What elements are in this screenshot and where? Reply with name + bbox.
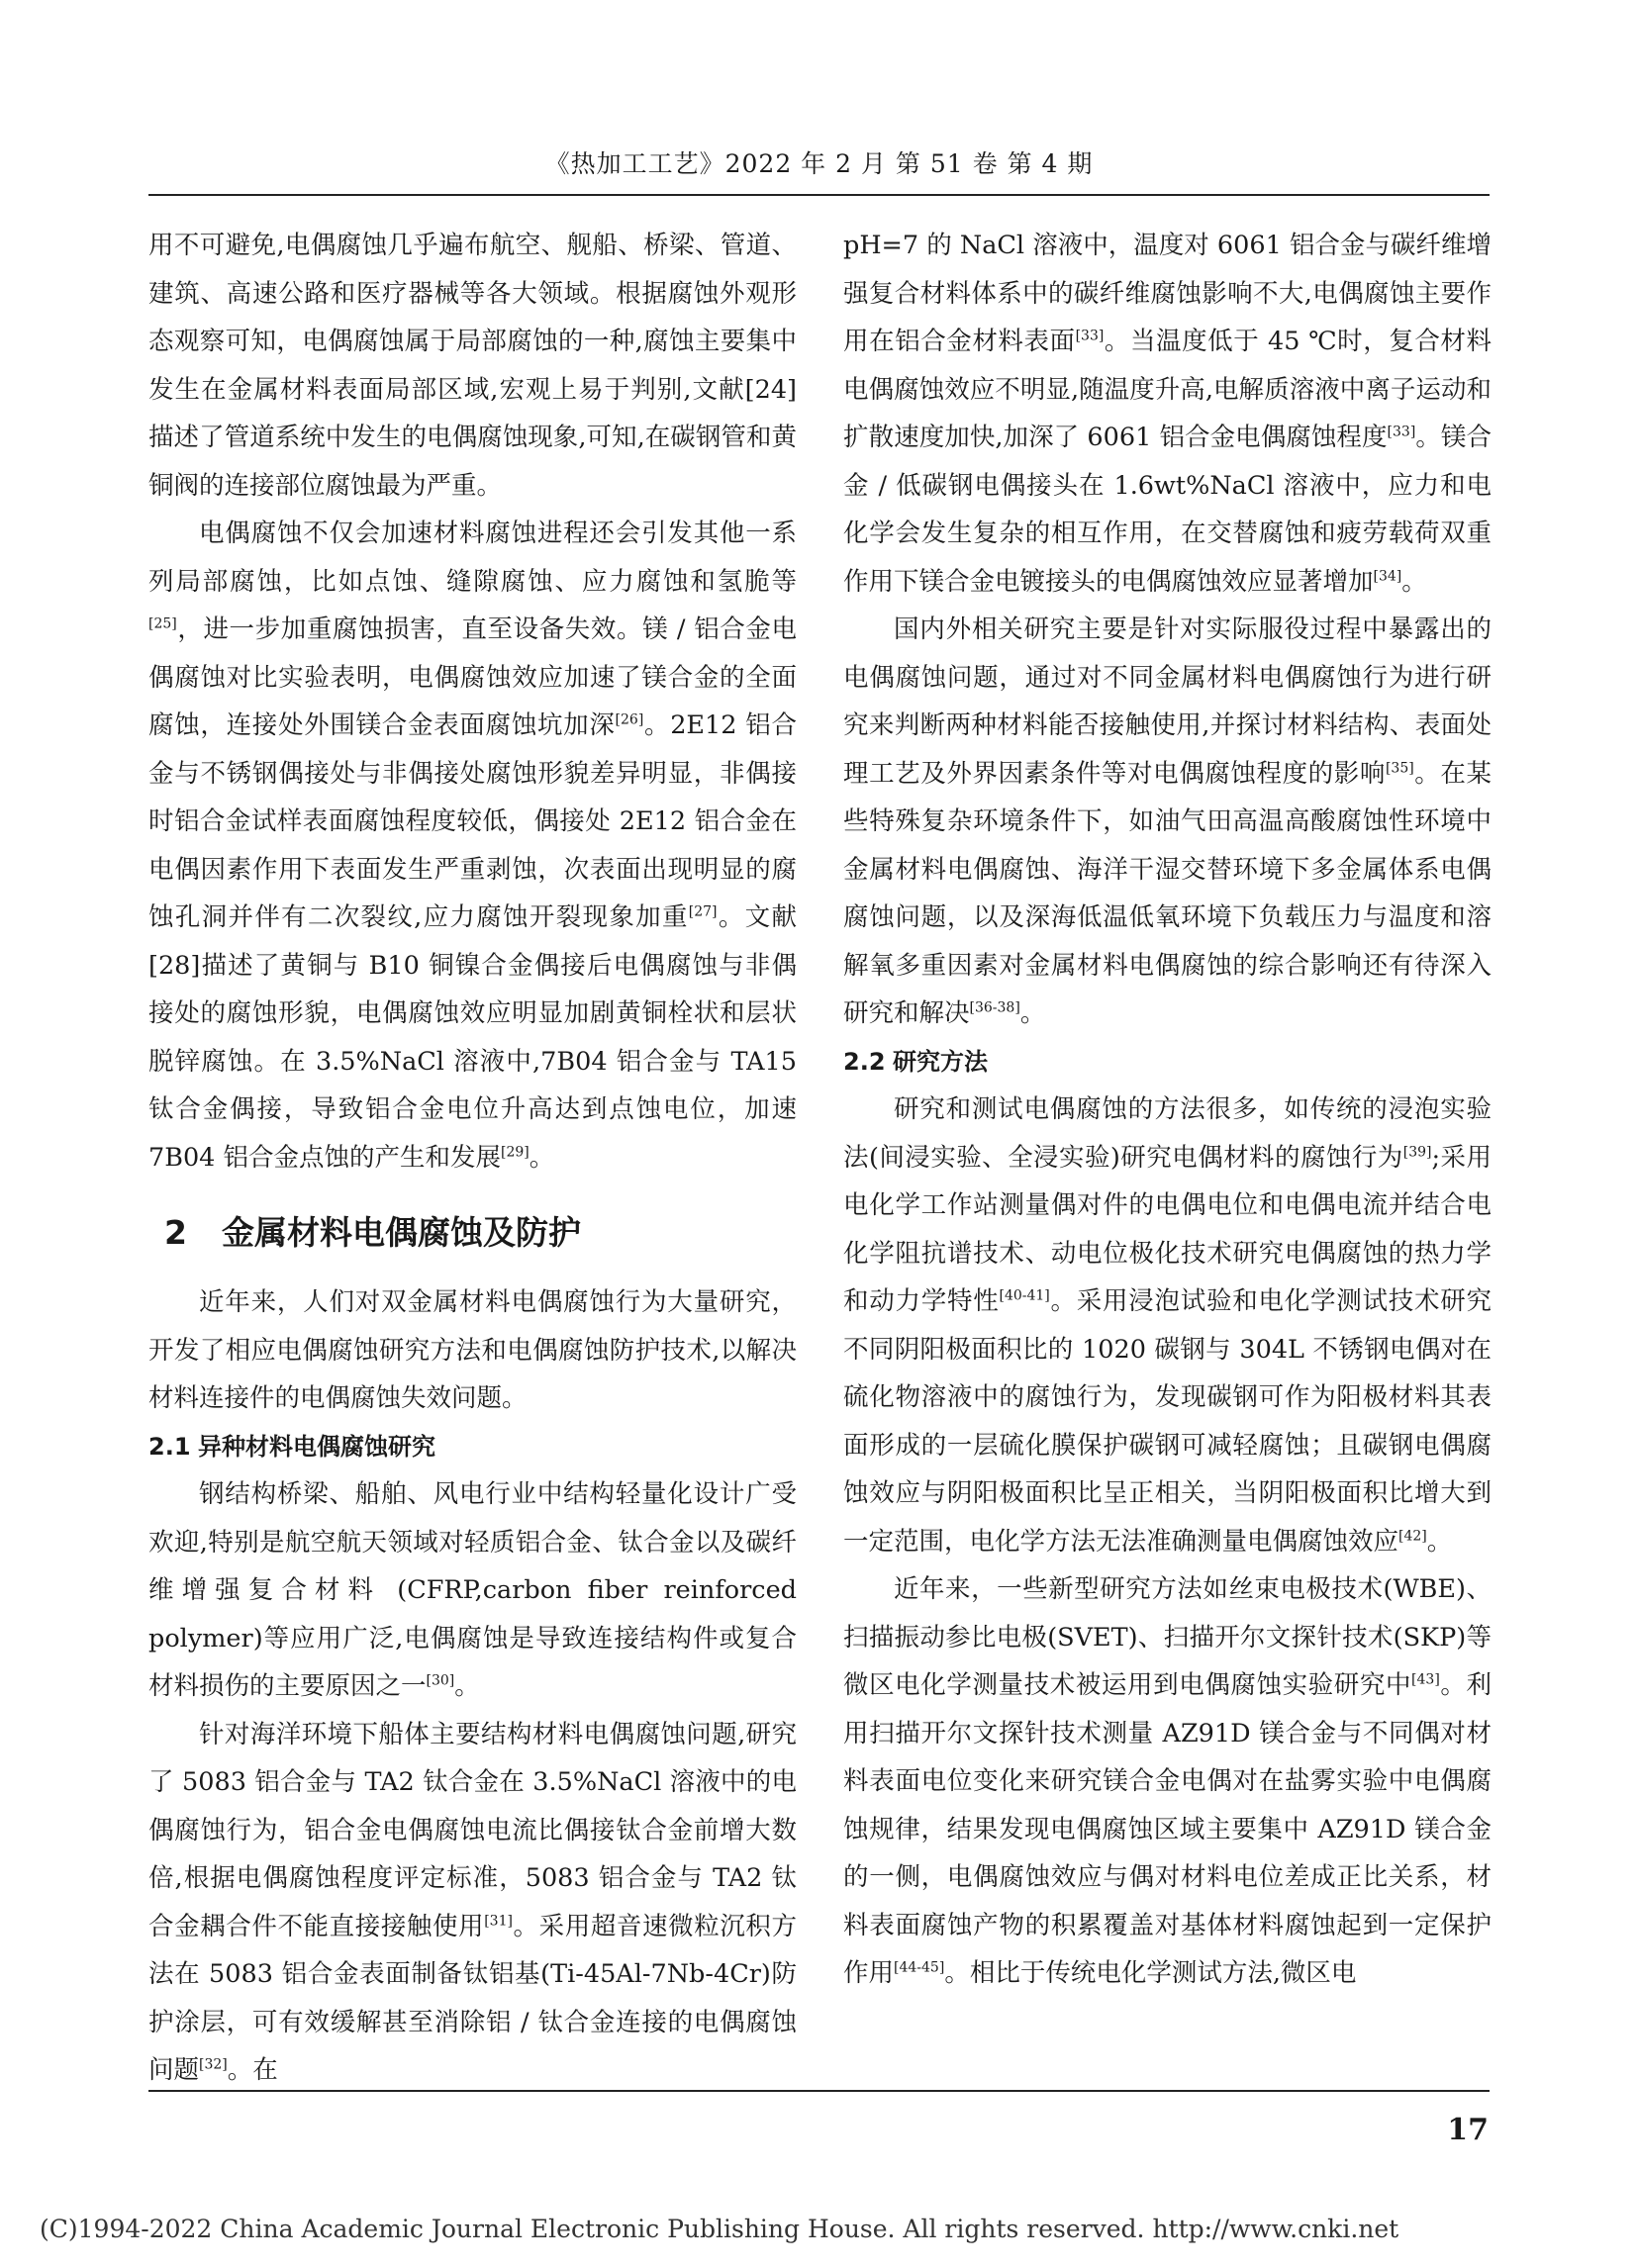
text-run: 。在 [227, 2055, 278, 2085]
text-run: 。在某些特殊复杂环境条件下，如油气田高温高酸腐蚀性环境中金属材料电偶腐蚀、海洋干湿交替环境下多金属体系电偶腐蚀问题，以及深海低温低氧环境下负载压力与温度和溶解氧多重因素对金属材料电偶腐蚀的综合影响还有待深入研究和解决 [843, 758, 1492, 1028]
citation: [31] [484, 1913, 513, 1929]
section-title: 金属材料电偶腐蚀及防护 [222, 1213, 581, 1252]
paragraph [148, 1711, 797, 2095]
text-run: 。镁合金 / 低碳钢电偶接头在 1.6wt%NaCl 溶液中，应力和电化学会发生复杂的相互作用，在交替腐蚀和疲劳载荷双重作用下镁合金电镀接头的电偶腐蚀效应显著增加 [843, 423, 1492, 597]
subsection-number: 2.1 [148, 1432, 191, 1461]
citation: [32] [199, 2056, 228, 2073]
paragraph: 用不可避免,电偶腐蚀几乎遍布航空、舰船、桥梁、管道、建筑、高速公路和医疗器械等各大领域。根据腐蚀外观形态观察可知，电偶腐蚀属于局部腐蚀的一种,腐蚀主要集中发生在金属材料表面局部区域,宏观上易于判别,文献[24]描述了管道系统中发生的电偶腐蚀现象,可知,在碳钢管和黄铜阀的连接部位腐蚀最为严重。 [148, 231, 797, 501]
citation: [33] [1075, 328, 1105, 344]
citation: [26] [615, 711, 644, 728]
right-column [843, 222, 1492, 1998]
header-rule [148, 194, 1490, 196]
paragraph: 近年来，人们对双金属材料电偶腐蚀行为大量研究，开发了相应电偶腐蚀研究方法和电偶腐蚀防护技术,以解决材料连接件的电偶腐蚀失效问题。 [148, 1287, 797, 1413]
section-heading [148, 1203, 797, 1263]
citation: [30] [426, 1672, 455, 1689]
citation: [44-45] [894, 1959, 945, 1976]
paragraph [148, 1470, 797, 1711]
citation: [40-41] [999, 1287, 1050, 1304]
text-run: 。 [1426, 1526, 1453, 1557]
citation: [35] [1385, 760, 1414, 776]
text-run: 近年来，一些新型研究方法如丝束电极技术(WBE)、扫描振动参比电极(SVET)、扫描开尔文探针技术(SKP)等微区电化学测量技术被运用到电偶腐蚀实验研究中 [843, 1574, 1492, 1700]
paragraph [148, 510, 797, 1181]
paragraph [843, 1086, 1492, 1565]
text-run: ，进一步加重腐蚀损害，直至设备失效。镁 / 铝合金电偶腐蚀对比实验表明，电偶腐蚀效应加速了镁合金的全面腐蚀，连接处外围镁合金表面腐蚀坑加深 [148, 614, 797, 740]
citation: [39] [1402, 1144, 1432, 1160]
page-number: 17 [1447, 2113, 1489, 2147]
citation: [29] [501, 1144, 530, 1160]
text-run: 。采用浸泡试验和电化学测试技术研究不同阴阳极面积比的 1020 碳钢与 304L 不锈钢电偶对在硫化物溶液中的腐蚀行为，发现碳钢可作为阳极材料其表面形成的一层硫化膜保护碳钢可减轻腐蚀；且碳钢电偶腐蚀效应与阴阳极面积比呈正相关，当阴阳极面积比增大到一定范围，电化学方法无法准确测量电偶腐蚀效应 [843, 1286, 1492, 1557]
subsection-heading [843, 1038, 1492, 1087]
citation: [36-38] [969, 999, 1020, 1016]
subsection-number: 2.2 [843, 1047, 886, 1076]
paragraph [843, 222, 1492, 606]
citation: [25] [148, 615, 177, 632]
text-run: 。 [454, 1671, 480, 1701]
text-run: 。文献[28]描述了黄铜与 B10 铜镍合金偶接后电偶腐蚀与非偶接处的腐蚀形貌，电偶腐蚀效应明显加剧黄铜栓状和层状脱锌腐蚀。在 3.5%NaCl 溶液中,7B04 铝合金与 TA15 钛合金偶接，导致铝合金电位升高达到点蚀电位，加速 7B04 铝合金点蚀的产生和发展 [148, 902, 797, 1173]
text-run: 国内外相关研究主要是针对实际服役过程中暴露出的电偶腐蚀问题，通过对不同金属材料电偶腐蚀行为进行研究来判断两种材料能否接触使用,并探讨材料结构、表面处理工艺及外界因素条件等对电偶腐蚀程度的影响 [843, 614, 1492, 789]
text-run: 。2E12 铝合金与不锈钢偶接处与非偶接处腐蚀形貌差异明显，非偶接时铝合金试样表面腐蚀程度较低，偶接处 2E12 铝合金在电偶因素作用下表面发生严重剥蚀，次表面出现明显的腐蚀孔洞并伴有二次裂纹,应力腐蚀开裂现象加重 [148, 710, 797, 932]
text-run: 。当温度低于 45 ℃时，复合材料电偶腐蚀效应不明显,随温度升高,电解质溶液中离子运动和扩散速度加快,加深了 6061 铝合金电偶腐蚀程度 [843, 327, 1492, 452]
text-run: 。 [529, 1142, 555, 1173]
text-run: 。利用扫描开尔文探针技术测量 AZ91D 镁合金与不同偶对材料表面电位变化来研究镁合金电偶对在盐雾实验中电偶腐蚀规律，结果发现电偶腐蚀区域主要集中 AZ91D 镁合金的一侧，电偶腐蚀效应与偶对材料电位差成正比关系，材料表面腐蚀产物的积累覆盖对基体材料腐蚀起到一定保护作用 [843, 1670, 1492, 1988]
text-run: pH=7 的 NaCl 溶液中，温度对 6061 铝合金与碳纤维增强复合材料体系中的碳纤维腐蚀影响不大,电偶腐蚀主要作用在铝合金材料表面 [843, 231, 1492, 356]
citation: [43] [1411, 1671, 1440, 1688]
text-run: 研究和测试电偶腐蚀的方法很多，如传统的浸泡实验法(间浸实验、全浸实验)研究电偶材料的腐蚀行为 [843, 1094, 1492, 1173]
citation: [33] [1387, 424, 1416, 440]
text-run: ;采用电化学工作站测量偶对件的电偶电位和电偶电流并结合电化学阻抗谱技术、动电位极化技术研究电偶腐蚀的热力学和动力学特性 [843, 1142, 1492, 1316]
left-column [148, 222, 797, 2095]
citation: [27] [688, 903, 718, 920]
text-run: 钢结构桥梁、船舶、风电行业中结构轻量化设计广受欢迎,特别是航空航天领域对轻质铝合金、钛合金以及碳纤维增强复合材料 (CFRP,carbon fiber reinforced polymer)等应用广泛,电偶腐蚀是导致连接结构件或复合材料损伤的主要原因之一 [148, 1479, 797, 1701]
text-run: 。 [1401, 566, 1427, 597]
text-run: 。采用超音速微粒沉积方法在 5083 铝合金表面制备钛铝基(Ti-45Al-7Nb-4Cr)防护涂层，可有效缓解甚至消除铝 / 钛合金连接的电偶腐蚀问题 [148, 1911, 797, 2085]
section-number: 2 [164, 1213, 187, 1252]
copyright-notice: (C)1994-2022 China Academic Journal Electronic Publishing House. All rights reserved. http://www.cnki.net [40, 2215, 1399, 2243]
citation: [34] [1373, 568, 1402, 584]
text-run: 针对海洋环境下船体主要结构材料电偶腐蚀问题,研究了 5083 铝合金与 TA2 钛合金在 3.5%NaCl 溶液中的电偶腐蚀行为，铝合金电偶腐蚀电流比偶接钛合金前增大数倍,根据电偶腐蚀程度评定标准，5083 铝合金与 TA2 钛合金耦合件不能直接接触使用 [148, 1719, 797, 1941]
subsection-title: 异种材料电偶腐蚀研究 [198, 1432, 435, 1461]
subsection-title: 研究方法 [893, 1047, 988, 1076]
paragraph [843, 606, 1492, 1038]
running-header: 《热加工工艺》2022 年 2 月 第 51 卷 第 4 期 [544, 149, 1094, 178]
subsection-heading [148, 1423, 797, 1471]
footer-rule [148, 2090, 1490, 2092]
text-run: 电偶腐蚀不仅会加速材料腐蚀进程还会引发其他一系列局部腐蚀，比如点蚀、缝隙腐蚀、应力腐蚀和氢脆等 [148, 519, 797, 597]
text-run: 。相比于传统电化学测试方法,微区电 [944, 1958, 1357, 1988]
paragraph [843, 1565, 1492, 1998]
text-run: 。 [1019, 998, 1046, 1028]
citation: [42] [1398, 1528, 1427, 1544]
